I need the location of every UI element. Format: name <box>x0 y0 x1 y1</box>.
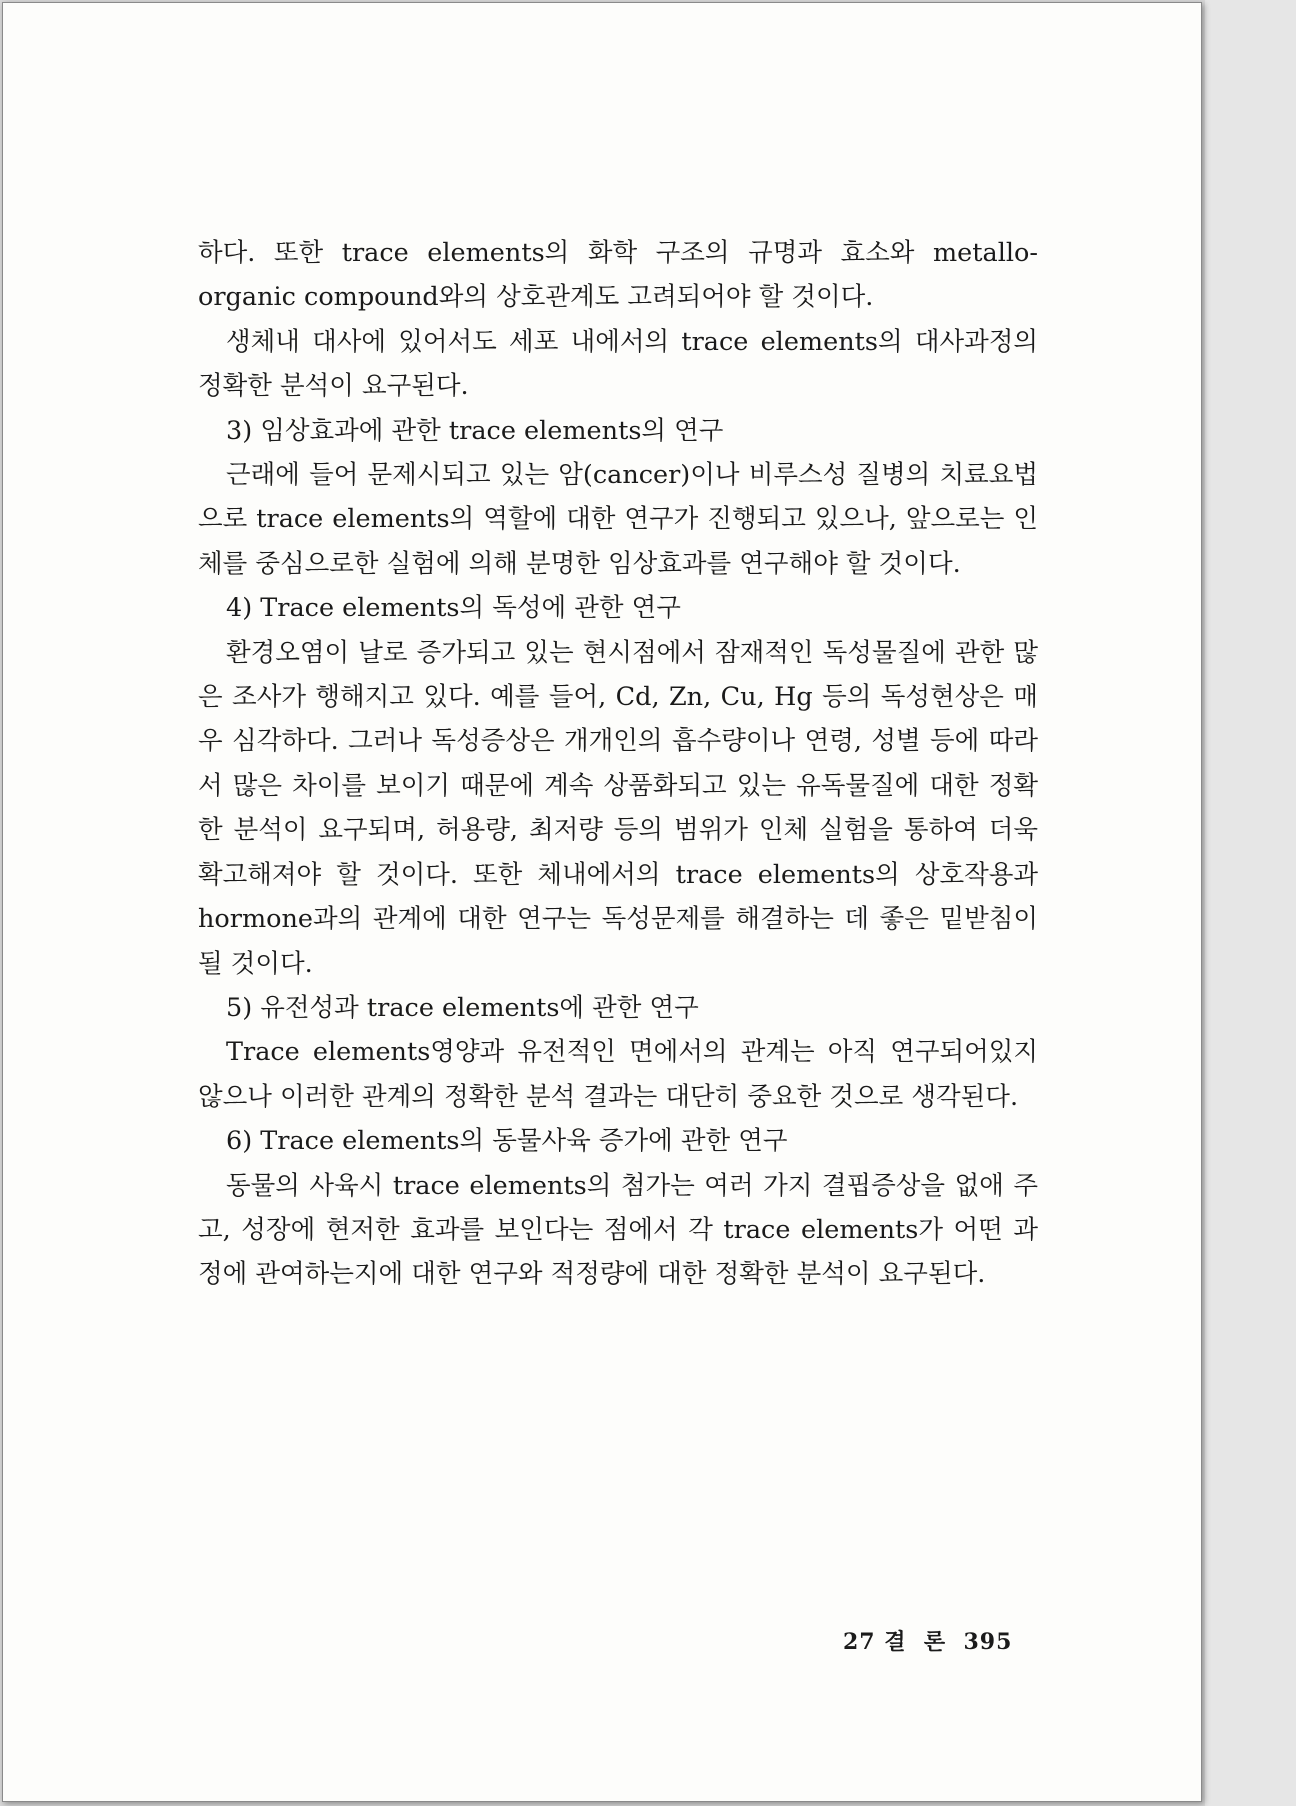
section-heading-4: 4) Trace elements의 독성에 관한 연구 <box>226 593 681 624</box>
page-body <box>198 231 1038 1297</box>
chapter-number: 27 <box>843 1629 876 1655</box>
viewer-background <box>1205 0 1296 1806</box>
paragraph-continuation: 하다. 또한 trace elements의 화학 구조의 규명과 효소와 metallo-organic compound와의 상호관계도 고려되어야 할 것이다. <box>198 238 1038 313</box>
chapter-title: 결 론 <box>884 1629 947 1655</box>
document-page <box>2 2 1202 1802</box>
paragraph-clinical-effects: 근래에 들어 문제시되고 있는 암(cancer)이나 비루스성 질병의 치료요법으로 trace elements의 역할에 대한 연구가 진행되고 있으나, 앞으로는 인체를 중심으로한 실험에 의해 분명한 임상효과를 연구해야 할 것이다. <box>198 460 1038 579</box>
page-number: 395 <box>963 1629 1013 1655</box>
paragraph-toxicity: 환경오염이 날로 증가되고 있는 현시점에서 잠재적인 독성물질에 관한 많은 조사가 행해지고 있다. 예를 들어, Cd, Zn, Cu, Hg 등의 독성현상은 매우 심각하다. 그러나 독성증상은 개개인의 흡수량이나 연령, 성별 등에 따라서 많은 차이를 보이기 때문에 계속 상품화되고 있는 유독물질에 대한 정확한 분석이 요구되며, 허용량, 최저량 등의 범위가 인체 실험을 통하여 더욱 확고해져야 할 것이다. 또한 체내에서의 trace elements의 상호작용과 hormone과의 관계에 대한 연구는 독성문제를 해결하는 데 좋은 밑받침이 될 것이다. <box>198 637 1038 979</box>
section-heading-6: 6) Trace elements의 동물사육 증가에 관한 연구 <box>226 1126 788 1157</box>
paragraph-metabolism: 생체내 대사에 있어서도 세포 내에서의 trace elements의 대사과정의 정확한 분석이 요구된다. <box>198 326 1038 402</box>
page-footer <box>843 1625 1012 1656</box>
section-heading-5: 5) 유전성과 trace elements에 관한 연구 <box>226 992 699 1023</box>
paragraph-genetics: Trace elements영양과 유전적인 면에서의 관계는 아직 연구되어있지 않으나 이러한 관계의 정확한 분석 결과는 대단히 중요한 것으로 생각된다. <box>198 1037 1038 1112</box>
section-heading-3: 3) 임상효과에 관한 trace elements의 연구 <box>226 415 724 446</box>
paragraph-animal-husbandry: 동물의 사육시 trace elements의 첨가는 여러 가지 결핍증상을 없애 주고, 성장에 현저한 효과를 보인다는 점에서 각 trace elements가 어떤 과정에 관여하는지에 대한 연구와 적정량에 대한 정확한 분석이 요구된다. <box>198 1170 1038 1290</box>
